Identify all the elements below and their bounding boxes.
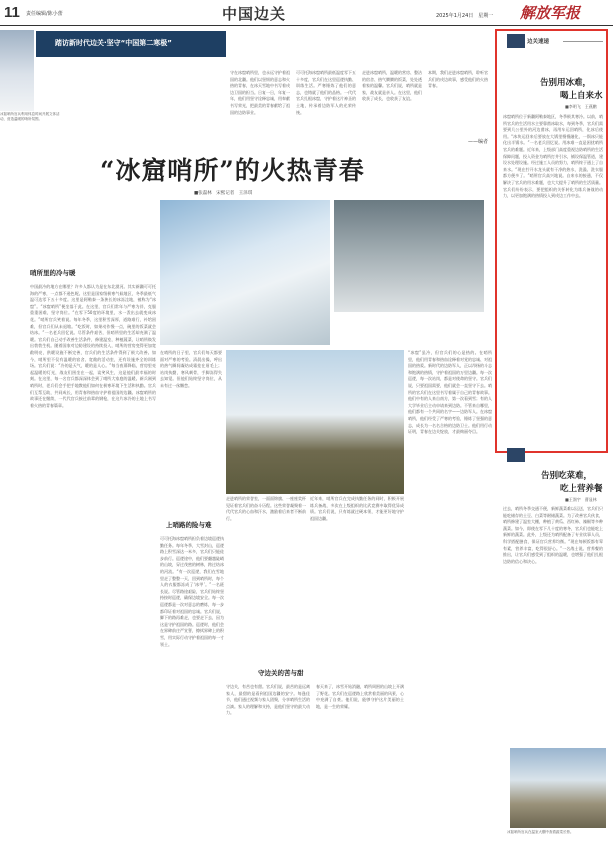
intro-column-1: 守在冰窟哨所里，也永远守护着祖国的北疆。他们以坚韧的意志和火热的青春，在冰天雪地中书写着戍边卫国的担当。日复一日，年复一年，他们用坚守诠释忠诚，用奉献书写荣光，把最美的青春献给了祖国的边防事业。: [230, 70, 290, 115]
body-column-3: 走进哨所的荣誉室，一面面锦旗、一座座奖杯见证着官兵们的奋斗历程。这些荣誉凝聚着一代代官兵的心血和汗水，激励着后来者不断前行。: [226, 496, 306, 521]
sidebar-photo-greenhouse: [510, 748, 606, 828]
sidebar-story2-body: 过去，哨所冬季交通不便，新鲜蔬菜难以运送，官兵们只能吃储存的土豆、白菜等耐储蔬菜。为了改善官兵伙食，哨所修建了温室大棚，种植了黄瓜、西红柿、辣椒等多种蔬菜。如今，即使在零下几十度的寒冬，官兵们也能吃上新鲜的蔬菜。此外，上级还为哨所配备了专业炊事人员，科学搭配膳食，保证官兵营养均衡。“现在每顿饭都有荤有素，营养丰富，吃得很舒心。”一名战士说。营养餐的推出，让官兵们感受到了组织的温暖，也增强了他们扎根边防的信心和决心。: [503, 506, 603, 564]
section-heading-3: 守边关的苦与甜: [258, 669, 304, 677]
intro-column-2: 可可托海冰窟哨所最低温度零下五十多度，官兵们在这里巡逻执勤、训练生活。严寒锤炼了他们的意志，也铸就了他们的品格。一代代官兵扎根冰窟，守护着这片神圣的土地，传承着边防军人的光荣传统。: [296, 70, 356, 115]
main-byline: ■张磊林 宋熙记者 王泽琪: [194, 191, 253, 196]
section-heading-2: 上哨路的险与难: [166, 521, 212, 529]
photo-patrol-mountain: [334, 200, 484, 312]
section-heading-1: 哨所里的冷与暖: [30, 269, 76, 277]
body-column-2: 在哨所的日子里，官兵们每天都要面对严寒的考验。清晨出操，呼出的热气瞬间凝结成霜挂在眉毛上；站岗执勤，寒风刺骨，手脚冻得失去知觉。但他们始终坚守岗位，从未有过一丝懈怠。: [160, 350, 222, 388]
sidebar-story1-byline: ■李明飞 王燕鹏: [565, 104, 597, 109]
sidebar-tag: 边关速递: [527, 39, 550, 45]
body-column-5: 守边关，有苦也有甜。官兵们说，最苦的是远离家人，最甜的是看到祖国边疆的安宁。每逢佳节，他们通过视频与家人团聚，分享哨所生活的点滴。家人的理解和支持，是他们坚守的最大动力。: [226, 684, 310, 716]
star-flag-icon-2: [507, 448, 525, 462]
issue-date: 2025年1月24日 星期一: [436, 13, 494, 19]
sidebar-photo-caption: 冰窟哨所官兵在温室大棚中查看蔬菜长势。: [507, 830, 574, 834]
main-headline: “冰窟哨所”的火热青春: [100, 156, 365, 185]
sidebar-story1-body: 冰窟哨所位于新疆阿勒泰地区，冬季极其寒冷。以前，哨所官兵的生活用水主要靠凿冰取水，每到冬季，官兵们需要到几公里外的河边凿冰，再用车运回哨所，化冰后使用。“冰块运回来后要放在大锅里慢慢融化，一锅冰只能化出半锅水。”一名老兵回忆说。用冰难一直是困扰哨所官兵的难题。近年来，上级部门高度重视边防哨所的生活保障问题，投入资金为哨所打井引水，铺设保温管道，建设水处理设施。经过施工人员的努力，哨所终于通上了自来水。“现在拧开水龙头就有干净的热水，洗澡、洗衣服都方便多了。”哨所官兵高兴地说。自来水的接通，不仅解决了官兵的用水难题，也大大提升了哨所的生活质量。官兵们纷纷表示，要把组织的关怀转化为练兵备战的动力，以更加饱满的热情投入到戍边工作中去。: [503, 114, 603, 199]
sidebar-story1-title-line1: 告别用冰难，: [540, 78, 592, 88]
star-flag-icon: [507, 34, 525, 48]
intro-column-3: 走进冰窟哨所，温暖的营房、整洁的宿舍、热气腾腾的饭菜，处处透着家的温馨。官兵们说，哨所就是家，战友就是亲人。在这里，他们收获了成长，也收获了友谊。: [362, 70, 422, 102]
top-left-photo: [0, 30, 34, 111]
sidebar-story1-title-line2: 喝上自来水: [560, 91, 603, 101]
body-column-1: 中国最冷的地方在哪里？许多人都认为是在东北漠河。其实新疆可可托海的严寒，一点都不逊色呢。这里是国家级极寒气候地区，冬季最低气温可达零下五十多度。这里是阿勒泰一条狭长的冰冻洼地，被称为“冰窟”。“冰窟哨所”便坐落于此。在这里，官兵们常年与严寒为伴，克服重重困难，坚守岗位。“在零下50度的环境里，水一泼出去就变成冰花。”哨所官兵笑着说。每年冬季，这里积雪深厚，道路难行，补给困难，但官兵们从未退缩。“吃饭时，如果动作慢一点，碗里的饭菜就会结冰。”一名老兵回忆说。尽管条件艰苦，但哨所里的生活却充满了温暖。官兵们自己动手改善生活条件，修建温室，种植蔬菜，让哨所焕发出勃勃生机。随着国家对边防建设的持续投入，哨所的营房变得更加宽敞明亮，供暖设施不断完善，官兵们的生活条件得到了极大改善。如今，哨所里不仅有温暖的宿舍、宽敞的活动室，还有设施齐全的训练场。官兵们说：“冷的是天气，暖的是人心。”每当夜幕降临，营房里亮起温暖的灯光，战友们围坐在一起，谈笑风生，这是他们最幸福的时刻。在这里，每一名官兵都深深体会到了哨所大家庭的温暖。新兵刚到哨所时，老兵们会手把手地教他们如何在极寒环境下生活和执勤。官兵们互帮互助，共同成长，用青春和热血守护着祖国的边疆。冰窟哨所的故事还在继续，一代代官兵接过前辈的钢枪，在这片冰冷的土地上书写着火热的青春篇章。: [30, 284, 156, 408]
sidebar-tag-rule: [563, 41, 603, 42]
series-banner-text: 踏访新时代边关·坚守“中国第二寒极”: [55, 39, 172, 47]
photo-soldiers-group: [226, 350, 404, 494]
intro-signature: ——编者: [468, 139, 489, 145]
body-column-7: “冰窟”虽冷，但官兵们的心是热的。在哨所里，他们用青春和热血诠释着对党的忠诚、对祖国的热爱。新时代的边防军人，正以昂扬的斗志和饱满的热情，守护着祖国的万里边疆。每一次巡逻，每一次站岗，都是对使命的坚守。官兵们说，只要祖国需要，他们就会一直坚守下去。哨所的官兵们在这里书写着属于自己的青春故事。他们中有的人来自南方，第一次看到雪；有的人大学毕业后主动申请来到边防。不管来自哪里，他们都有一个共同的名字——边防军人。在冰窟哨所，他们经受了严寒的考验，锤炼了坚强的意志，成长为一名名合格的边防卫士。他们用行动证明，青春在边关绽放，才最绚丽夺目。: [408, 350, 492, 435]
sidebar-story2-byline: ■王润宇 曹显林: [565, 497, 597, 502]
section-title: 中国边关: [222, 5, 287, 23]
top-photo-caption: 冰窟哨所官兵利用休息时间开展文体活动，营造温暖的哨所氛围。: [0, 112, 60, 121]
masthead-logo: 解放军报: [520, 4, 581, 22]
sidebar-story2-title-line1: 告别吃菜难，: [541, 471, 593, 481]
editor-line: 责任编辑/陈小蕾: [26, 11, 63, 17]
photo-training-snow: [160, 200, 330, 345]
intro-column-4: 本期，我们走进冰窟哨所，聆听官兵们的戍边故事，感受他们的火热青春。: [428, 70, 488, 89]
header-rule: [0, 25, 613, 26]
sidebar-story2-title-line2: 吃上营养餐: [560, 484, 603, 494]
body-column-2b: 可可托海冰窟哨所担负着边境巡逻执勤任务。每年冬季，大雪封山，巡逻路上积雪深达一米多，官兵们只能徒步前行。巡逻途中，他们要翻越陡峭的山坡，穿过茂密的树林，跨过结冰的河流。“有一次巡逻，我们在雪地里走了整整一天，回到哨所时，每个人的衣服都冻成了‘冰甲’。”一名班长说。尽管路途艰险，官兵们始终坚持按时巡逻，确保边境安全。每一次巡逻都是一次对意志的磨炼，每一步都印证着对祖国的忠诚。官兵们说，脚下的路再难走，也要走下去，因为这是守护祖国的路。巡逻时，他们会在界碑前庄严宣誓，擦拭界碑上的积雪，用实际行动守护着祖国的每一寸领土。: [160, 536, 224, 647]
body-column-6: 春天来了，冰雪开始消融，哨所周围的山坡上开满了野花。官兵们在巡逻路上欣赏着美丽的风景，心中充满了自豪。他们说，能够守护这片美丽的土地，是一生的荣耀。: [316, 684, 404, 709]
page-number: 11: [4, 4, 20, 21]
body-column-4: 近年来，哨所官兵在完成执勤任务的同时，积极开展练兵备战，多次在上级组织的比武竞赛中取得优异成绩。官兵们说，只有练就过硬本领，才能更好地守护祖国边疆。: [310, 496, 404, 521]
